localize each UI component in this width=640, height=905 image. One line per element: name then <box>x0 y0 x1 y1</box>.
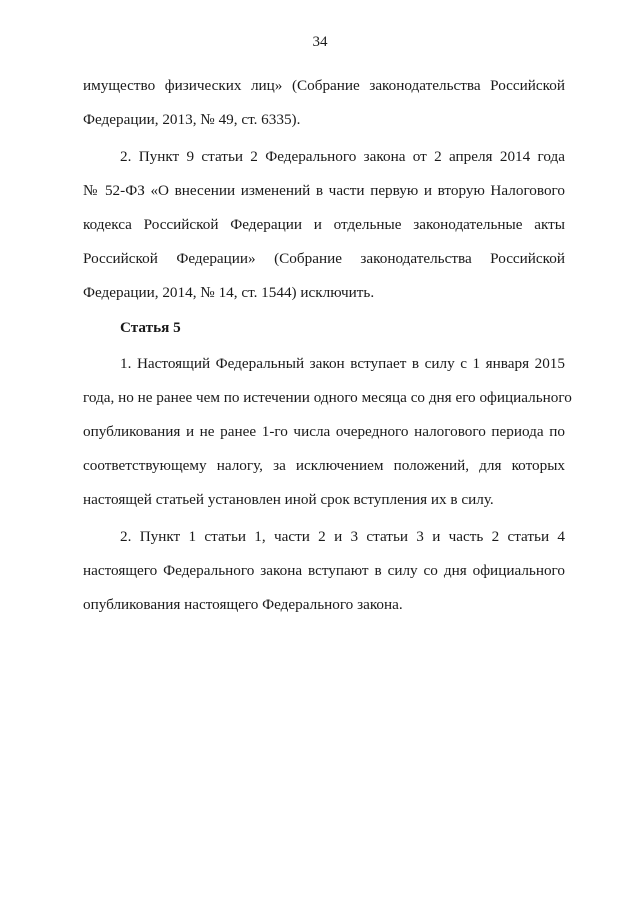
text-line: Федерации, 2013, № 49, ст. 6335). <box>83 111 301 128</box>
text-line: 2. Пункт 9 статьи 2 Федерального закона от 2 апреля 2014 года <box>120 148 565 165</box>
text-line: настоящей статьей установлен иной срок вступления их в силу. <box>83 491 494 508</box>
text-line: 1. Настоящий Федеральный закон вступает в силу с 1 января 2015 <box>120 355 565 372</box>
page-number: 34 <box>312 34 328 50</box>
text-line: опубликования настоящего Федерального закона. <box>83 596 403 613</box>
text-line: кодекса Российской Федерации и отдельные законодательные акты <box>83 216 565 233</box>
text-line: соответствующему налогу, за исключением положений, для которых <box>83 457 565 474</box>
text-line: Российской Федерации» (Собрание законодательства Российской <box>83 250 565 267</box>
text-line: опубликования и не ранее 1-го числа очередного налогового периода по <box>83 423 565 440</box>
text-line: настоящего Федерального закона вступают в силу со дня официального <box>83 562 565 579</box>
text-line: года, но не ранее чем по истечении одного месяца со дня его официального <box>83 389 572 406</box>
text-line: имущество физических лиц» (Собрание законодательства Российской <box>83 77 565 94</box>
article-heading: Статья 5 <box>120 319 181 336</box>
text-line: Федерации, 2014, № 14, ст. 1544) исключить. <box>83 284 375 301</box>
text-line: 2. Пункт 1 статьи 1, части 2 и 3 статьи 3 и часть 2 статьи 4 <box>120 528 565 545</box>
text-line: № 52-ФЗ «О внесении изменений в части первую и вторую Налогового <box>83 182 565 199</box>
